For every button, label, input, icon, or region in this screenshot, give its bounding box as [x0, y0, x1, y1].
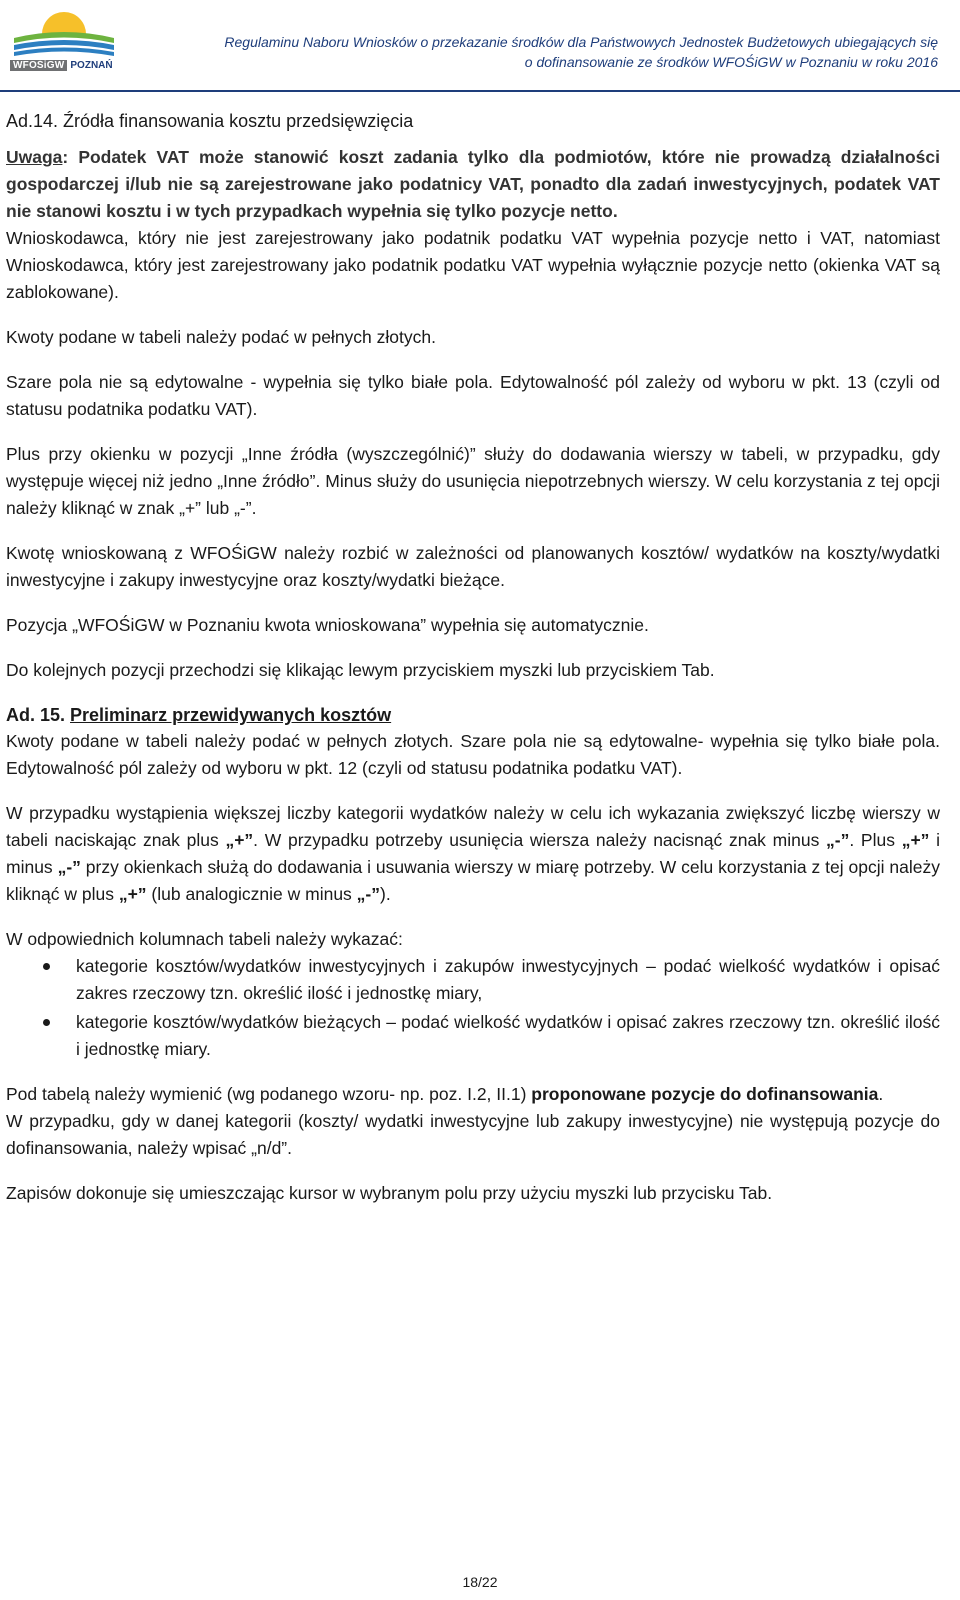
paragraph: W przypadku, gdy w danej kategorii (koszty/ wydatki inwestycyjne lub zakupy inwestycyjne) nie występują pozycje do dofinansowania, należy wpisać „n/d”. — [6, 1111, 940, 1158]
page-header — [0, 0, 960, 90]
note-text: : Podatek VAT może stanowić koszt zadania tylko dla podmiotów, które nie prowadzą działalności gospodarczej i/lub nie są zarejestrowane jako podatnicy VAT, ponadto dla zadań inwestycyjnych, podatek VAT nie stanowi kosztu i w tych przypadkach wypełnia się tylko pozycje netto. — [6, 147, 940, 221]
minus-sign: „-” — [57, 857, 81, 877]
minus-sign: „-” — [826, 830, 850, 850]
minus-sign: „-” — [356, 884, 380, 904]
logo-text — [10, 58, 118, 72]
plus-sign: „+” — [118, 884, 147, 904]
paragraph: Kwoty podane w tabeli należy podać w pełnych złotych. Szare pola nie są edytowalne- wypełnia się tylko białe pola. Edytowalność pól zależy od wyboru w pkt. 12 (czyli od statusu podatnika podatku VAT). — [6, 731, 940, 778]
section-14-heading: Źródła finansowania kosztu przedsięwzięcia — [63, 111, 414, 131]
text-run: . Plus — [849, 830, 902, 850]
proposals-paragraph — [6, 1081, 940, 1108]
paragraph: Do kolejnych pozycji przechodzi się klikając lewym przyciskiem myszki lub przyciskiem Tab. — [6, 660, 715, 680]
paragraph: Zapisów dokonuje się umieszczając kursor w wybranym polu przy użyciu myszki lub przycisku Tab. — [6, 1183, 773, 1203]
rows-paragraph — [6, 800, 940, 908]
paragraph: Szare pola nie są edytowalne - wypełnia się tylko białe pola. Edytowalność pól zależy od wyboru w pkt. 13 (czyli od statusu podatnika podatku VAT). — [6, 372, 940, 419]
header-title — [224, 32, 938, 72]
paragraph: Kwotę wnioskowaną z WFOŚiGW należy rozbić w zależności od planowanych kosztów/ wydatków na koszty/wydatki inwestycyjne i zakupy inwestycyjne oraz koszty/wydatki bieżące. — [6, 543, 940, 590]
document-body — [6, 108, 940, 1225]
section-15-number: Ad. 15. — [6, 705, 71, 725]
emphasis: proponowane pozycje do dofinansowania — [531, 1084, 879, 1104]
paragraph: Plus przy okienku w pozycji „Inne źródła (wyszczególnić)” służy do dodawania wierszy w tabeli, w przypadku, gdy występuje więcej niż jedno „Inne źródło”. Minus służy do usunięcia niepotrzebnych wierszy. W celu korzystania z tej opcji należy kliknąć w znak „+” lub „-”. — [6, 444, 940, 518]
page-number: 18/22 — [462, 1574, 498, 1590]
section-15-heading: Preliminarz przewidywanych kosztów — [70, 705, 392, 725]
logo-graphic — [10, 8, 118, 58]
text-run: ). — [380, 884, 391, 904]
vat-note — [6, 144, 940, 225]
section-14-title — [6, 108, 940, 134]
list-intro: W odpowiednich kolumnach tabeli należy wykazać: — [6, 929, 403, 949]
section-14-number: Ad.14. — [6, 111, 64, 131]
header-divider — [0, 90, 960, 92]
wfosigw-logo — [10, 8, 118, 70]
text-run: . W przypadku potrzeby usunięcia wiersza należy nacisnąć znak minus — [253, 830, 827, 850]
text-run: i minus — [6, 830, 941, 877]
section-15-title — [6, 702, 940, 728]
text-run: . — [878, 1084, 884, 1104]
text-run: Pod tabelą należy wymienić (wg podanego wzoru- np. poz. I.2, II.1) — [6, 1084, 532, 1104]
bullet-icon — [43, 1019, 50, 1026]
header-title-line2: o dofinansowanie ze środków WFOŚiGW w Poznaniu w roku 2016 — [524, 54, 938, 70]
logo-city: POZNAŃ — [70, 59, 113, 71]
text-run: (lub analogicznie w minus — [146, 884, 357, 904]
bullet-icon — [43, 963, 50, 970]
plus-sign: „+” — [225, 830, 254, 850]
text-run: przy okienkach służą do dodawania i usuwania wierszy w miarę potrzeby. W celu korzystania z tej opcji należy kliknąć w plus — [6, 857, 940, 904]
plus-sign: „+” — [901, 830, 930, 850]
logo-label: WFOŚiGW — [10, 60, 67, 71]
list-item — [76, 1009, 940, 1063]
list-item-text: kategorie kosztów/wydatków bieżących – podać wielkość wydatków i opisać zakres rzeczowy tzn. określić ilość i jednostkę miary. — [76, 1012, 940, 1059]
note-label: Uwaga — [6, 147, 63, 167]
paragraph: Pozycja „WFOŚiGW w Poznaniu kwota wnioskowana” wypełnia się automatycznie. — [6, 615, 649, 635]
paragraph: Wnioskodawca, który nie jest zarejestrowany jako podatnik podatku VAT wypełnia pozycje netto i VAT, natomiast Wnioskodawca, który jest zarejestrowany jako podatnik podatku VAT wypełnia wyłącznie pozycje netto (okienka VAT są zablokowane). — [6, 228, 940, 302]
text-run: W przypadku wystąpienia większej liczby kategorii wydatków należy w celu ich wykazania zwiększyć liczbę wierszy w tabeli naciskając znak plus — [6, 803, 940, 850]
paragraph: Kwoty podane w tabeli należy podać w pełnych złotych. — [6, 327, 436, 347]
header-title-line1: Regulaminu Naboru Wniosków o przekazanie środków dla Państwowych Jednostek Budżetowych ubiegających się — [224, 34, 938, 50]
list-item-text: kategorie kosztów/wydatków inwestycyjnych i zakupów inwestycyjnych – podać wielkość wydatków i opisać zakres rzeczowy tzn. określić ilość i jednostkę miary, — [76, 956, 940, 1003]
list-item — [76, 953, 940, 1007]
bullet-list — [6, 953, 940, 1063]
